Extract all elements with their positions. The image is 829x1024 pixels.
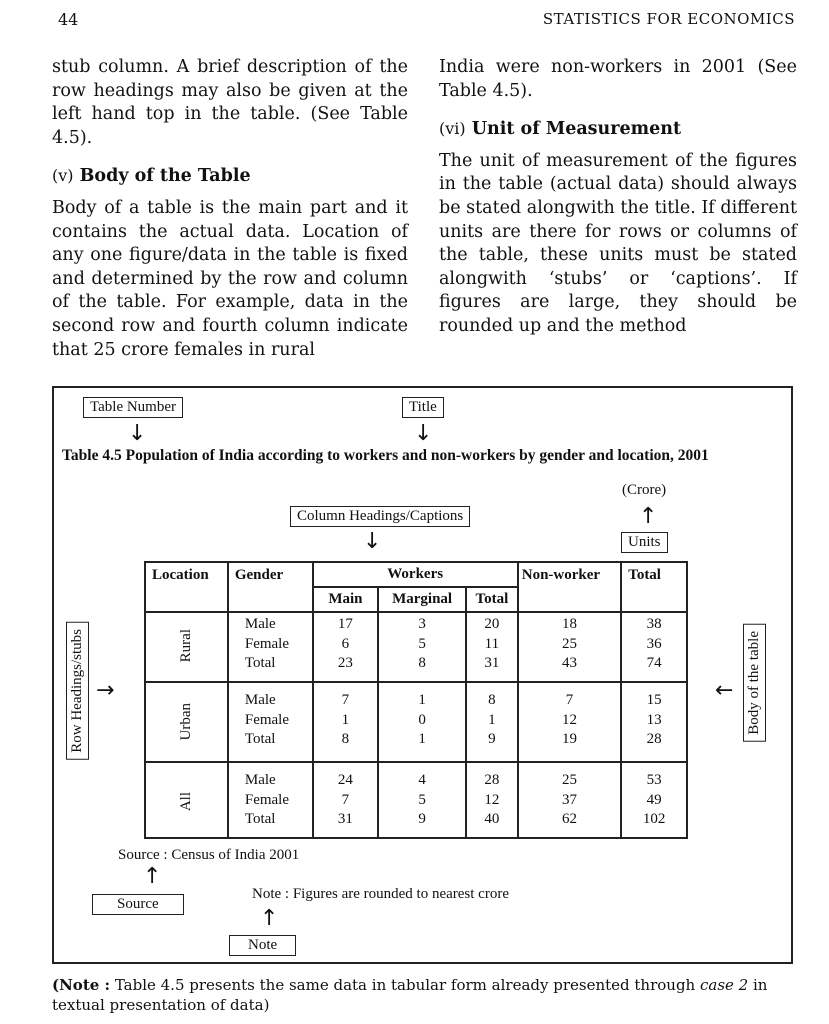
- section-title: Body of the Table: [79, 166, 251, 187]
- value: 6: [341, 635, 350, 652]
- non-worker-cell: [518, 762, 621, 838]
- gender-label: Female: [244, 711, 290, 728]
- value: 5: [418, 791, 426, 808]
- location-cell: [145, 762, 228, 838]
- gender-label: Total: [244, 731, 276, 747]
- gender-label: Total: [244, 811, 276, 827]
- population-table: [144, 561, 688, 839]
- marginal-cell: [378, 762, 466, 838]
- workers-total-cell: [466, 762, 518, 838]
- note-label: Note: [229, 935, 296, 956]
- location-rural: Rural: [177, 629, 194, 663]
- down-arrow-icon: ↓: [128, 421, 147, 446]
- value: 9: [488, 731, 496, 747]
- value: 25: [561, 772, 577, 788]
- workers-total-cell: [466, 612, 518, 682]
- value: 7: [341, 791, 350, 808]
- non-worker-cell: [518, 682, 621, 762]
- header-marginal: Marginal: [378, 587, 466, 612]
- value: 37: [561, 791, 577, 808]
- up-arrow-icon: ↑: [260, 906, 279, 931]
- main-cell: [313, 762, 379, 838]
- value: 31: [484, 655, 500, 671]
- value: 102: [642, 811, 666, 827]
- value: 12: [484, 791, 500, 808]
- value: 1: [488, 711, 496, 728]
- left-arrow-icon: ←: [715, 678, 734, 703]
- value: 7: [341, 692, 350, 708]
- gender-label: Male: [244, 772, 276, 788]
- source-text: Source : Census of India 2001: [118, 847, 300, 863]
- header-gender: Gender: [228, 562, 313, 612]
- total-cell: [621, 762, 687, 838]
- section-number: (v): [52, 166, 74, 186]
- up-arrow-icon: ↑: [143, 864, 162, 889]
- value: 7: [565, 692, 574, 708]
- section-heading-unit: [439, 117, 797, 142]
- value: 9: [418, 811, 426, 827]
- table-row-all: [145, 762, 687, 838]
- gender-cell: [228, 612, 313, 682]
- value: 5: [418, 635, 426, 652]
- table-row-rural: [145, 612, 687, 682]
- up-arrow-icon: ↑: [639, 504, 658, 529]
- value: 1: [418, 692, 426, 708]
- gender-label: Female: [244, 791, 290, 808]
- non-worker-cell: [518, 612, 621, 682]
- value: 43: [561, 655, 577, 671]
- value: 11: [484, 635, 500, 652]
- value: 25: [561, 635, 577, 652]
- value: 23: [337, 655, 353, 671]
- gender-label: Male: [244, 692, 276, 708]
- down-arrow-icon: ↓: [414, 421, 433, 446]
- left-para-1: stub column. A brief description of the row headings may also be given at the left hand top in the table. (See Table 4.5).: [52, 57, 408, 148]
- location-cell: [145, 682, 228, 762]
- value: 53: [646, 772, 662, 788]
- row-headings-label: Row Headings/stubs: [66, 622, 89, 760]
- value: 28: [484, 772, 500, 788]
- gender-cell: [228, 762, 313, 838]
- header-main: Main: [313, 587, 379, 612]
- body-label: Body of the table: [743, 624, 766, 742]
- footnote-italic: case 2: [699, 976, 749, 994]
- value: 8: [488, 692, 496, 708]
- right-para-2: The unit of measurement of the figures in the table (actual data) should always be stated alongwith the title. If different units are there for rows or columns of the table, these units must be stated alongwith ‘stubs’ or ‘captions’. If figures are large, they should be rounded up and the method: [439, 150, 797, 336]
- header-non-worker: Non-worker: [518, 562, 621, 612]
- header-workers-total: Total: [466, 587, 518, 612]
- running-head: STATISTICS FOR ECONOMICS: [542, 10, 795, 28]
- value: 62: [561, 811, 577, 827]
- value: 4: [418, 772, 426, 788]
- marginal-cell: [378, 612, 466, 682]
- value: 17: [337, 616, 353, 632]
- value: 3: [418, 616, 426, 632]
- gender-cell: [228, 682, 313, 762]
- value: 8: [341, 731, 350, 747]
- value: 36: [646, 635, 662, 652]
- left-para-2: Body of a table is the main part and it contains the actual data. Location of any one figure/data in the table is fixed and determined by the row and column of the table. For example, data in the second row and fourth column indicate that 25 crore females in rural: [52, 197, 408, 360]
- right-arrow-icon: →: [96, 678, 115, 703]
- total-cell: [621, 682, 687, 762]
- workers-total-cell: [466, 682, 518, 762]
- total-cell: [621, 612, 687, 682]
- main-cell: [313, 612, 379, 682]
- units-label: Units: [621, 532, 668, 553]
- footnote-text: in textual presentation of data): [52, 976, 768, 1014]
- footnote-text: Table 4.5 presents the same data in tabular form already presented through: [110, 976, 700, 994]
- main-cell: [313, 682, 379, 762]
- header-location: Location: [145, 562, 228, 612]
- value: 28: [646, 731, 662, 747]
- value: 18: [561, 616, 577, 632]
- table-row-urban: [145, 682, 687, 762]
- value: 15: [646, 692, 662, 708]
- right-column: [439, 56, 797, 339]
- gender-label: Female: [244, 635, 290, 652]
- table-caption: Table 4.5 Population of India according to workers and non-workers by gender and location, 2001: [62, 447, 709, 464]
- footnote: [52, 975, 792, 1015]
- column-headings-label: Column Headings/Captions: [290, 506, 470, 527]
- location-all: All: [177, 792, 194, 812]
- value: 8: [418, 655, 426, 671]
- section-heading-body: [52, 164, 408, 189]
- section-number: (vi): [439, 119, 466, 139]
- source-label: Source: [92, 894, 184, 915]
- location-cell: [145, 612, 228, 682]
- value: 0: [418, 711, 426, 728]
- value: 24: [337, 772, 353, 788]
- header-total: Total: [621, 562, 687, 612]
- value: 1: [341, 711, 350, 728]
- table-number-label: Table Number: [83, 397, 183, 418]
- location-urban: Urban: [177, 703, 194, 741]
- value: 49: [646, 791, 662, 808]
- title-label: Title: [402, 397, 444, 418]
- value: 19: [561, 731, 577, 747]
- value: 1: [418, 731, 426, 747]
- gender-label: Total: [244, 655, 276, 671]
- right-para-1: India were non-workers in 2001 (See Table 4.5).: [439, 57, 797, 101]
- value: 40: [484, 811, 500, 827]
- down-arrow-icon: ↓: [363, 529, 382, 554]
- value: 74: [646, 655, 662, 671]
- table-header-row: [145, 562, 687, 587]
- marginal-cell: [378, 682, 466, 762]
- value: 12: [561, 711, 577, 728]
- value: 31: [337, 811, 353, 827]
- value: 13: [646, 711, 662, 728]
- value: 38: [646, 616, 662, 632]
- footnote-lead: (Note :: [52, 976, 111, 994]
- unit-value: (Crore): [622, 482, 667, 498]
- page-number: 44: [58, 10, 79, 29]
- value: 20: [484, 616, 500, 632]
- header-workers: Workers: [313, 562, 518, 587]
- gender-label: Male: [244, 616, 276, 632]
- left-column: [52, 56, 408, 362]
- note-text: Note : Figures are rounded to nearest crore: [252, 886, 509, 902]
- section-title: Unit of Measurement: [471, 119, 682, 140]
